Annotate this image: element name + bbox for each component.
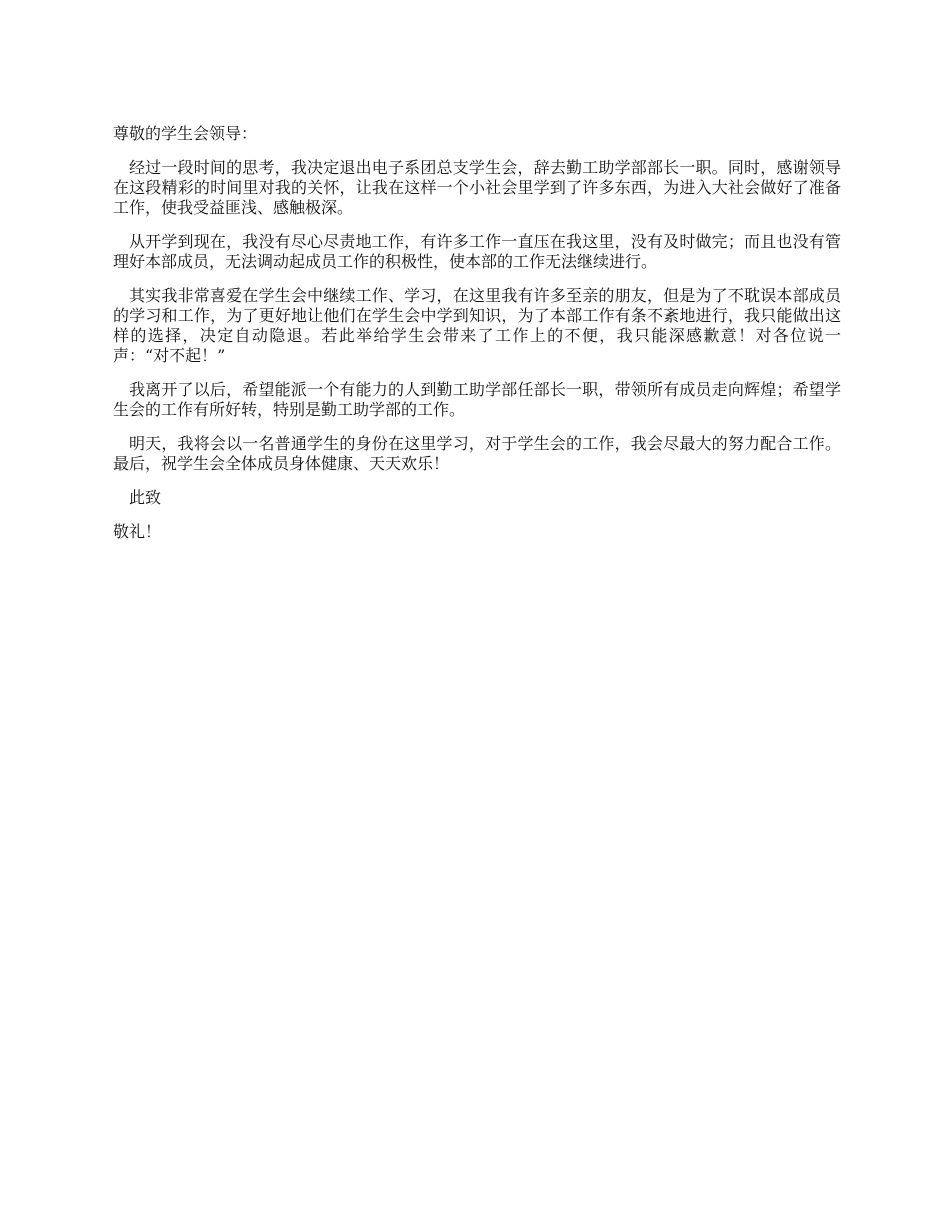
letter-closing-greeting: 此致 xyxy=(129,488,162,507)
letter-paragraph-2: 从开学到现在，我没有尽心尽责地工作，有许多工作一直压在我这里，没有及时做完；而且也没有管理好本部成员，无法调动起成员工作的积极性，使本部的工作无法继续进行。 xyxy=(113,232,841,271)
letter-salutation: 尊敬的学生会领导： xyxy=(113,124,258,143)
letter-paragraph-4: 我离开了以后，希望能派一个有能力的人到勤工助学部任部长一职，带领所有成员走向辉煌；希望学生会的工作有所好转，特别是勤工助学部的工作。 xyxy=(113,380,841,419)
letter-paragraph-3: 其实我非常喜爱在学生会中继续工作、学习，在这里我有许多至亲的朋友，但是为了不耽误本部成员的学习和工作，为了更好地让他们在学生会中学到知识，为了本部工作有条不紊地进行，我只能做出这样的选择，决定自动隐退。若此举给学生会带来了工作上的不便，我只能深感歉意！对各位说一声：“对不起！” xyxy=(113,286,841,365)
letter-paragraph-1: 经过一段时间的思考，我决定退出电子系团总支学生会，辞去勤工助学部部长一职。同时，感谢领导在这段精彩的时间里对我的关怀，让我在这样一个小社会里学到了许多东西，为进入大社会做好了准备工作，使我受益匪浅、感触极深。 xyxy=(113,158,841,217)
letter-paragraph-5: 明天，我将会以一名普通学生的身份在这里学习，对于学生会的工作，我会尽最大的努力配合工作。最后，祝学生会全体成员身体健康、天天欢乐！ xyxy=(113,434,841,473)
letter-closing-salute: 敬礼！ xyxy=(113,522,162,541)
resignation-letter xyxy=(113,124,841,556)
